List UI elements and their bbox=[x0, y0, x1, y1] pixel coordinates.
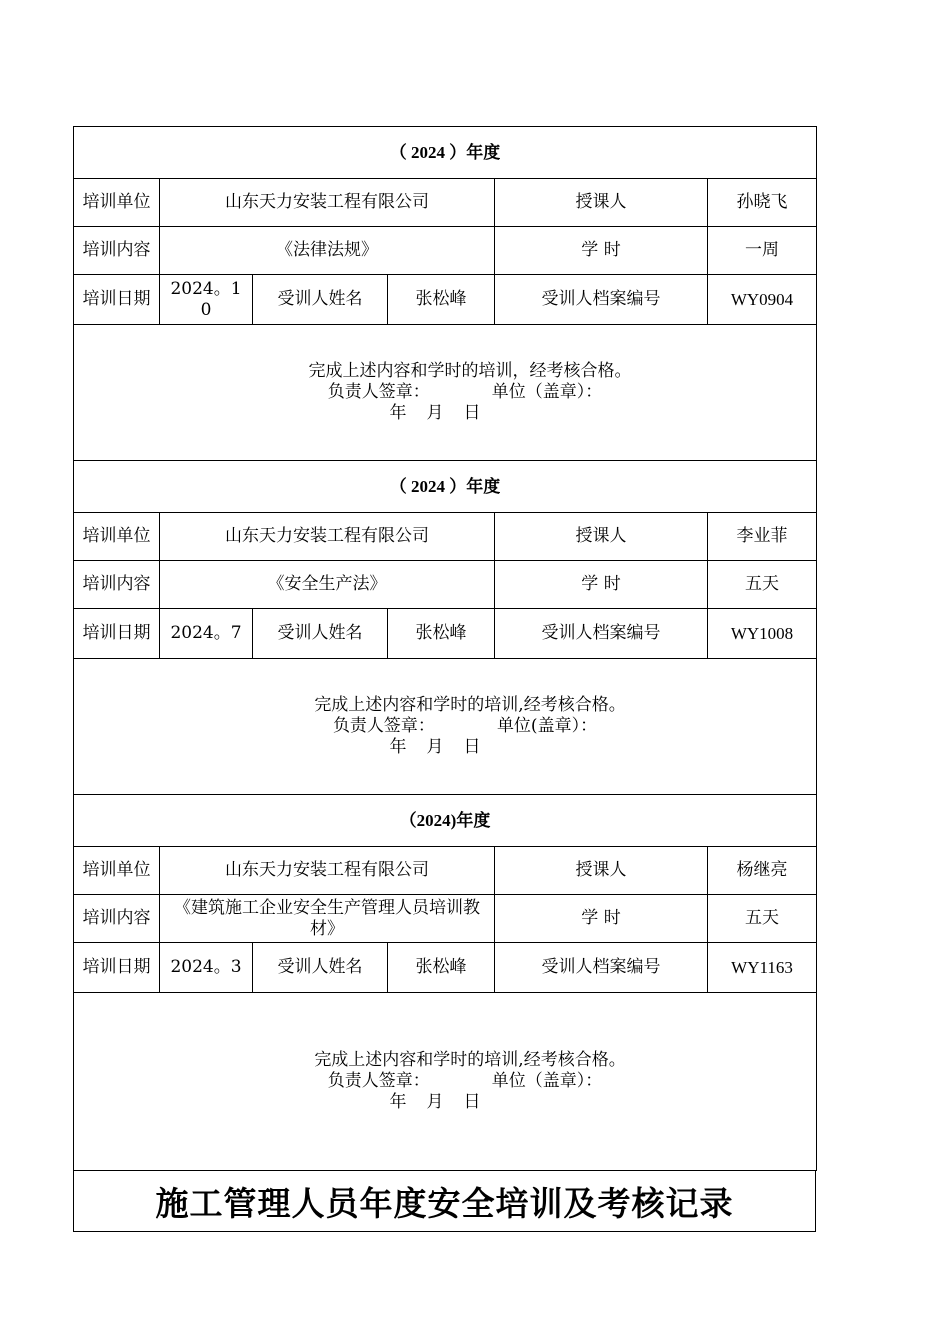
trainee-name-value: 张松峰 bbox=[388, 275, 495, 325]
training-unit-label: 培训单位 bbox=[74, 847, 160, 895]
record-3-certification-cell bbox=[74, 993, 817, 1171]
trainee-file-number-label: 受训人档案编号 bbox=[495, 609, 708, 659]
certification-text: 完成上述内容和学时的培训，经考核合格。 bbox=[308, 361, 632, 381]
training-unit-label: 培训单位 bbox=[74, 513, 160, 561]
day-label: 日 bbox=[463, 1092, 481, 1112]
training-unit-value: 山东天力安装工程有限公司 bbox=[160, 513, 495, 561]
footer-title-box bbox=[73, 1171, 816, 1232]
teacher-label: 授课人 bbox=[495, 847, 708, 895]
hours-value: 五天 bbox=[708, 895, 817, 943]
unit-seal-label: 单位（盖章）： bbox=[491, 382, 603, 402]
month-label: 月 bbox=[426, 737, 444, 757]
responsible-signature-label: 负责人签章： bbox=[332, 716, 435, 736]
signature-line bbox=[74, 716, 816, 737]
hours-value: 五天 bbox=[708, 561, 817, 609]
certification-text: 完成上述内容和学时的培训,经考核合格。 bbox=[314, 695, 626, 715]
training-record-table bbox=[73, 126, 817, 1171]
teacher-value: 李业菲 bbox=[708, 513, 817, 561]
record-1-certification-cell bbox=[74, 325, 817, 461]
hours-label: 学 时 bbox=[495, 227, 708, 275]
trainee-name-label: 受训人姓名 bbox=[253, 275, 388, 325]
certification-text: 完成上述内容和学时的培训,经考核合格。 bbox=[314, 1050, 626, 1070]
trainee-name-value: 张松峰 bbox=[388, 943, 495, 993]
training-date-value: 2024。3 bbox=[160, 943, 253, 993]
trainee-name-label: 受训人姓名 bbox=[253, 609, 388, 659]
signature-line bbox=[74, 1071, 816, 1092]
document-title: 施工管理人员年度安全培训及考核记录 bbox=[155, 1183, 734, 1223]
training-content-value: 《安全生产法》 bbox=[160, 561, 495, 609]
unit-seal-label: 单位(盖章）： bbox=[496, 716, 598, 736]
record-3-year-title: （2024)年度 bbox=[74, 795, 817, 847]
day-label: 日 bbox=[463, 737, 481, 757]
year-label: 年 bbox=[389, 1092, 407, 1112]
year-label: 年 bbox=[389, 737, 407, 757]
responsible-signature-label: 负责人签章： bbox=[327, 382, 430, 402]
signature-line bbox=[74, 382, 816, 403]
hours-label: 学 时 bbox=[495, 561, 708, 609]
record-1-year-title: （ 2024 ）年度 bbox=[74, 127, 817, 179]
date-line bbox=[74, 403, 816, 424]
record-2-year-title: （ 2024 ）年度 bbox=[74, 461, 817, 513]
trainee-file-number-label: 受训人档案编号 bbox=[495, 943, 708, 993]
training-unit-value: 山东天力安装工程有限公司 bbox=[160, 847, 495, 895]
hours-label: 学 时 bbox=[495, 895, 708, 943]
training-date-value: 2024。10 bbox=[160, 275, 253, 325]
month-label: 月 bbox=[426, 1092, 444, 1112]
training-date-label: 培训日期 bbox=[74, 609, 160, 659]
teacher-label: 授课人 bbox=[495, 513, 708, 561]
trainee-name-value: 张松峰 bbox=[388, 609, 495, 659]
training-content-label: 培训内容 bbox=[74, 561, 160, 609]
trainee-file-number-value: WY1163 bbox=[708, 943, 817, 993]
training-content-label: 培训内容 bbox=[74, 227, 160, 275]
date-line bbox=[74, 1092, 816, 1113]
responsible-signature-label: 负责人签章： bbox=[327, 1071, 430, 1091]
trainee-name-label: 受训人姓名 bbox=[253, 943, 388, 993]
teacher-value: 孙晓飞 bbox=[708, 179, 817, 227]
year-label: 年 bbox=[389, 403, 407, 423]
training-record-document bbox=[73, 126, 816, 1232]
training-date-label: 培训日期 bbox=[74, 943, 160, 993]
teacher-value: 杨继亮 bbox=[708, 847, 817, 895]
training-content-value: 《法律法规》 bbox=[160, 227, 495, 275]
day-label: 日 bbox=[463, 403, 481, 423]
hours-value: 一周 bbox=[708, 227, 817, 275]
training-unit-label: 培训单位 bbox=[74, 179, 160, 227]
month-label: 月 bbox=[426, 403, 444, 423]
trainee-file-number-label: 受训人档案编号 bbox=[495, 275, 708, 325]
record-2-certification-cell bbox=[74, 659, 817, 795]
training-date-label: 培训日期 bbox=[74, 275, 160, 325]
training-unit-value: 山东天力安装工程有限公司 bbox=[160, 179, 495, 227]
trainee-file-number-value: WY1008 bbox=[708, 609, 817, 659]
trainee-file-number-value: WY0904 bbox=[708, 275, 817, 325]
training-date-value: 2024。7 bbox=[160, 609, 253, 659]
date-line bbox=[74, 737, 816, 758]
teacher-label: 授课人 bbox=[495, 179, 708, 227]
training-content-value: 《建筑施工企业安全生产管理人员培训教材》 bbox=[160, 895, 495, 943]
training-content-label: 培训内容 bbox=[74, 895, 160, 943]
unit-seal-label: 单位（盖章）： bbox=[491, 1071, 603, 1091]
